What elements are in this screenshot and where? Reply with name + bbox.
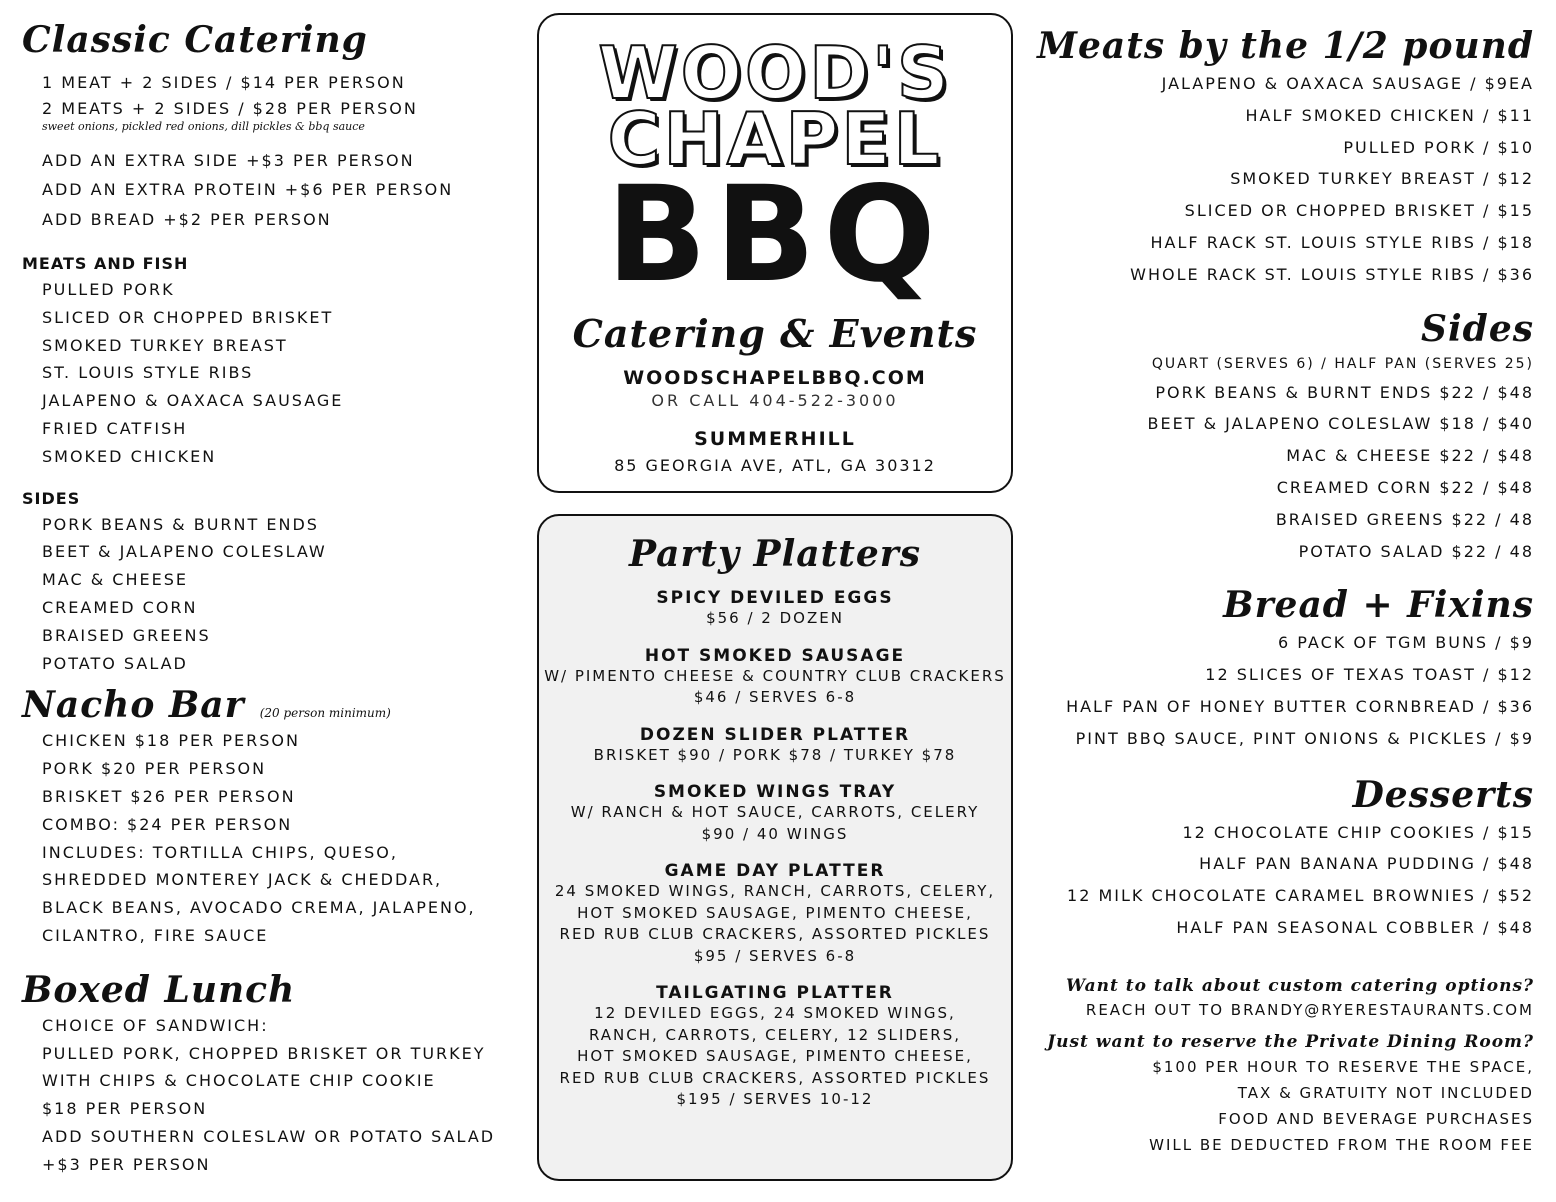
list-item: 2 MEATS + 2 SIDES / $28 PER PERSON	[42, 98, 418, 118]
tagline: Catering & Events	[572, 311, 978, 356]
meats-and-fish-title: MEATS AND FISH	[22, 254, 189, 273]
sides-right-title: Sides	[1420, 307, 1534, 350]
list-item: HALF PAN BANANA PUDDING / $48	[1199, 854, 1534, 874]
right-column	[1014, 0, 1534, 1158]
platter-name: TAILGATING PLATTER	[656, 983, 894, 1003]
list-item: POTATO SALAD $22 / 48	[1298, 541, 1534, 561]
logo-line-3: BBQ	[606, 158, 944, 312]
pdr-line: $100 PER HOUR TO RESERVE THE SPACE,	[1152, 1057, 1534, 1076]
list-item: POTATO SALAD	[42, 653, 188, 673]
list-item: PORK BEANS & BURNT ENDS	[42, 514, 319, 534]
platter-line: $90 / 40 WINGS	[701, 824, 849, 843]
list-item: ST. LOUIS STYLE RIBS	[42, 363, 254, 383]
platter-line: $195 / SERVES 10-12	[676, 1090, 874, 1108]
platter-line: $46 / SERVES 6-8	[693, 688, 857, 706]
sides-list	[22, 511, 522, 678]
list-item: WITH CHIPS & CHOCOLATE CHIP COOKIE	[42, 1071, 436, 1091]
list-item: PULLED PORK / $10	[1343, 137, 1534, 157]
list-item: ADD SOUTHERN COLESLAW OR POTATO SALAD	[42, 1126, 496, 1146]
list-item: CREAMED CORN	[42, 597, 198, 617]
classic-catering-list	[22, 68, 522, 234]
list-item: CREAMED CORN $22 / $48	[1276, 477, 1534, 497]
platter-line: HOT SMOKED SAUSAGE, PIMENTO CHEESE,	[577, 903, 973, 922]
pdr-line: WILL BE DEDUCTED FROM THE ROOM FEE	[1149, 1135, 1534, 1154]
list-item: 12 MILK CHOCOLATE CARAMEL BROWNIES / $52	[1067, 886, 1534, 906]
pdr-line: TAX & GRATUITY NOT INCLUDED	[1237, 1083, 1534, 1102]
list-item: 12 SLICES OF TEXAS TOAST / $12	[1205, 665, 1534, 685]
bread-fixins-list	[1014, 627, 1534, 754]
logo-line-2: CHAPEL	[607, 97, 943, 181]
list-item: PULLED PORK	[42, 280, 175, 299]
list-item: HALF SMOKED CHICKEN / $11	[1245, 105, 1534, 125]
sides-right-list	[1014, 377, 1534, 568]
list-item: $18 PER PERSON	[42, 1099, 208, 1119]
list-item: JALAPENO & OAXACA SAUSAGE	[42, 391, 344, 411]
platter-line: BRISKET $90 / PORK $78 / TURKEY $78	[593, 745, 957, 764]
list-item: ADD AN EXTRA SIDE +$3 PER PERSON	[42, 150, 415, 170]
platter-line: $95 / SERVES 6-8	[693, 946, 857, 965]
list-item: ADD BREAD +$2 PER PERSON	[42, 209, 332, 229]
list-item: SMOKED CHICKEN	[42, 446, 217, 466]
pdr-question: Just want to reserve the Private Dining Room?	[1047, 1031, 1534, 1052]
meats-half-pound-list	[1014, 68, 1534, 291]
platter-name: SMOKED WINGS TRAY	[653, 782, 897, 802]
platter-line: RANCH, CARROTS, CELERY, 12 SLIDERS,	[588, 1025, 962, 1044]
list-item: SHREDDED MONTEREY JACK & CHEDDAR,	[42, 870, 443, 890]
platter-name: HOT SMOKED SAUSAGE	[644, 645, 906, 666]
list-item: MAC & CHEESE	[42, 570, 188, 590]
list-item: SMOKED TURKEY BREAST / $12	[1230, 169, 1534, 189]
list-item: PORK $20 PER PERSON	[42, 759, 267, 779]
list-item: SLICED OR CHOPPED BRISKET / $15	[1184, 201, 1534, 221]
platter-line: $56 / 2 DOZEN	[706, 609, 844, 627]
list-item: 12 CHOCOLATE CHIP COOKIES / $15	[1182, 822, 1534, 842]
list-item: 6 PACK OF TGM BUNS / $9	[1278, 633, 1534, 653]
list-item: MAC & CHEESE $22 / $48	[1286, 446, 1534, 466]
list-item: CILANTRO, FIRE SAUCE	[42, 925, 269, 945]
header-card	[537, 13, 1013, 493]
party-platters-title: Party Platters	[629, 533, 921, 575]
platter-line: W/ PIMENTO CHEESE & COUNTRY CLUB CRACKERS	[544, 666, 1006, 685]
list-item: BEET & JALAPENO COLESLAW $18 / $40	[1147, 414, 1534, 434]
list-item: COMBO: $24 PER PERSON	[42, 814, 293, 834]
left-column	[22, 0, 522, 1179]
list-item: SMOKED TURKEY BREAST	[42, 335, 288, 355]
location-name: SUMMERHILL	[694, 428, 856, 450]
phone: OR CALL 404-522-3000	[651, 391, 899, 410]
list-item: SLICED OR CHOPPED BRISKET	[42, 307, 334, 327]
list-item: HALF RACK ST. LOUIS STYLE RIBS / $18	[1150, 232, 1534, 252]
list-item: HALF PAN OF HONEY BUTTER CORNBREAD / $36	[1066, 696, 1534, 716]
list-item: JALAPENO & OAXACA SAUSAGE / $9EA	[1161, 74, 1534, 93]
list-item: FRIED CATFISH	[42, 418, 188, 438]
custom-catering-contact: REACH OUT TO BRANDY@RYERESTAURANTS.COM	[1085, 1000, 1534, 1019]
boxed-lunch-list	[22, 1012, 522, 1179]
nacho-bar-title: Nacho Bar	[22, 684, 245, 727]
list-item: BRAISED GREENS	[42, 625, 211, 645]
list-item: PULLED PORK, CHOPPED BRISKET OR TURKEY	[42, 1043, 486, 1063]
platter-name: SPICY DEVILED EGGS	[656, 588, 894, 608]
list-item: BRISKET $26 PER PERSON	[42, 786, 296, 806]
list-item: BRAISED GREENS $22 / 48	[1275, 509, 1534, 529]
desserts-list	[1014, 817, 1534, 944]
platter-line: 12 DEVILED EGGS, 24 SMOKED WINGS,	[594, 1004, 956, 1022]
logo-line-1: WOOD'S	[598, 31, 952, 115]
platter-line: 24 SMOKED WINGS, RANCH, CARROTS, CELERY,	[554, 882, 996, 900]
nacho-bar-list	[22, 727, 522, 949]
list-item: ADD AN EXTRA PROTEIN +$6 PER PERSON	[42, 180, 454, 199]
list-item: BLACK BEANS, AVOCADO CREMA, JALAPENO,	[42, 898, 476, 918]
platter-line: RED RUB CLUB CRACKERS, ASSORTED PICKLES	[559, 925, 991, 943]
list-item: CHICKEN $18 PER PERSON	[42, 731, 300, 751]
custom-catering-question: Want to talk about custom catering options?	[1065, 975, 1534, 996]
list-item: 1 MEAT + 2 SIDES / $14 PER PERSON	[42, 73, 406, 92]
pdr-line: FOOD AND BEVERAGE PURCHASES	[1218, 1109, 1534, 1128]
list-item: INCLUDES: TORTILLA CHIPS, QUESO,	[42, 842, 398, 862]
classic-catering-title: Classic Catering	[22, 19, 368, 61]
list-item: PORK BEANS & BURNT ENDS $22 / $48	[1155, 382, 1534, 402]
address: 85 GEORGIA AVE, ATL, GA 30312	[614, 456, 936, 475]
website: WOODSCHAPELBBQ.COM	[623, 367, 927, 389]
party-platters-card	[537, 514, 1013, 1181]
platter-name: GAME DAY PLATTER	[664, 861, 886, 881]
list-item: HALF PAN SEASONAL COBBLER / $48	[1176, 917, 1534, 937]
list-item: +$3 PER PERSON	[42, 1154, 211, 1174]
platter-line: RED RUB CLUB CRACKERS, ASSORTED PICKLES	[559, 1068, 991, 1087]
platter-line: HOT SMOKED SAUSAGE, PIMENTO CHEESE,	[577, 1047, 973, 1065]
sides-title: SIDES	[22, 488, 81, 508]
platter-name: DOZEN SLIDER PLATTER	[639, 724, 911, 745]
list-item: CHOICE OF SANDWICH:	[42, 1015, 269, 1035]
platter-line: W/ RANCH & HOT SAUCE, CARROTS, CELERY	[570, 803, 980, 821]
meats-and-fish-list	[22, 276, 522, 471]
list-item: BEET & JALAPENO COLESLAW	[42, 542, 327, 562]
desserts-title: Desserts	[1352, 773, 1534, 816]
bread-fixins-title: Bread + Fixins	[1223, 584, 1534, 627]
meats-half-pound-title: Meats by the 1/2 pound	[1037, 25, 1534, 67]
list-item: WHOLE RACK ST. LOUIS STYLE RIBS / $36	[1130, 264, 1534, 284]
nacho-bar-header	[22, 683, 522, 727]
classic-catering-note: sweet onions, pickled red onions, dill pickles & bbq sauce	[42, 119, 365, 133]
boxed-lunch-title: Boxed Lunch	[22, 968, 296, 1011]
sides-subheader: QUART (SERVES 6) / HALF PAN (SERVES 25)	[1151, 355, 1534, 372]
list-item: PINT BBQ SAUCE, PINT ONIONS & PICKLES / $9	[1075, 728, 1534, 748]
nacho-bar-note: (20 person minimum)	[259, 706, 391, 721]
